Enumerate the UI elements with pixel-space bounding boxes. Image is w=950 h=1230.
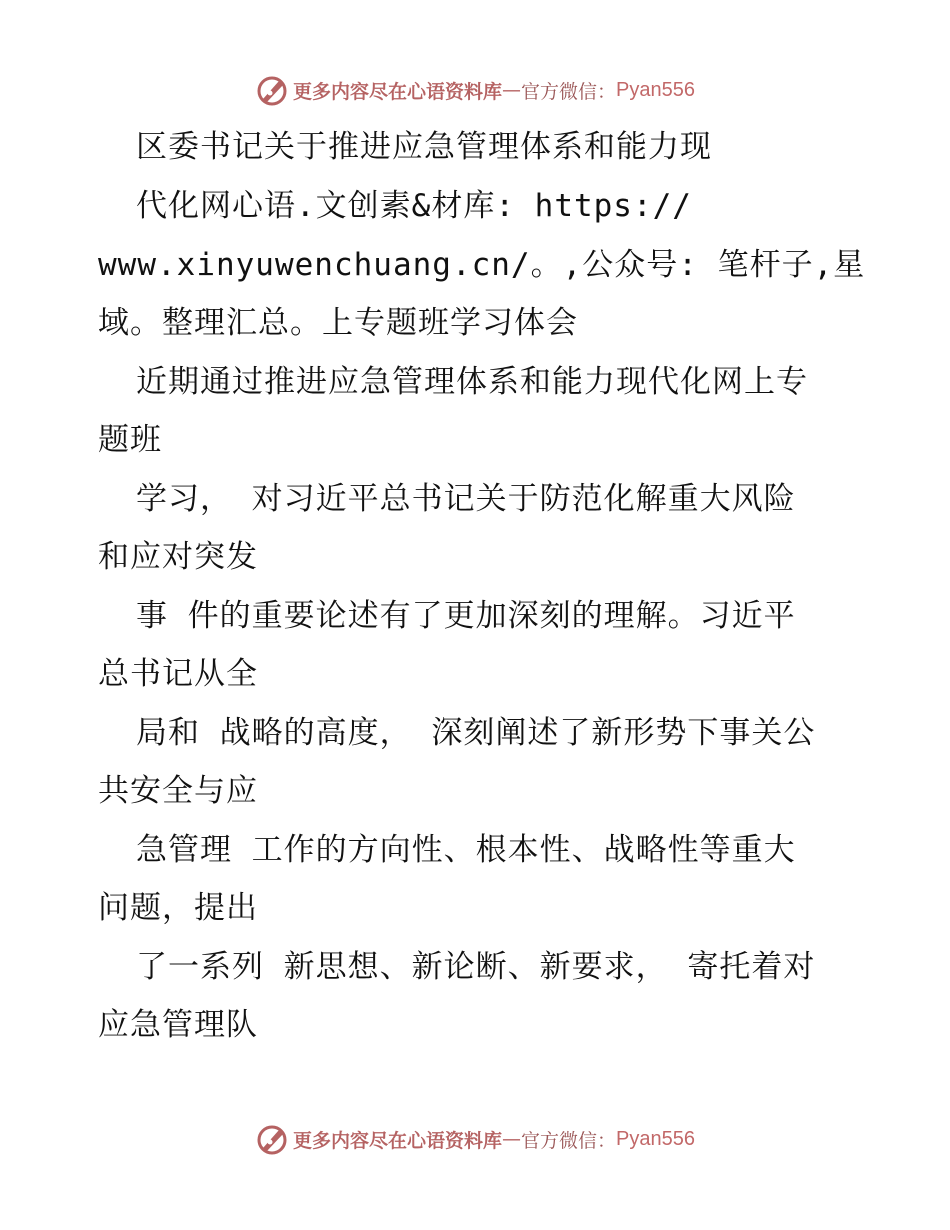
text-line-6: 题班 [98,422,162,458]
banner-wechat-label: 官方微信： [521,1129,617,1152]
banner-wechat-id: Pyan556 [616,78,695,101]
header-banner [0,70,950,110]
text-line-9: 事 件的重要论述有了更加深刻的理解。习近平 [136,598,796,634]
text-line-7: 学习， 对习近平总书记关于防范化解重大风险 [136,481,796,517]
text-line-4: 域。整理汇总。上专题班学习体会 [98,305,578,341]
text-line-16: 应急管理队 [98,1007,258,1043]
text-line-10: 总书记从全 [98,656,258,692]
banner-wechat-label: 官方微信： [521,80,617,103]
text-line-13: 急管理 工作的方向性、根本性、战略性等重大 [136,832,796,868]
footer-banner [0,1119,950,1159]
pen-logo-icon [255,73,289,107]
text-line-3: www.xinyuwenchuang.cn/。,公众号: 笔杆子,星 [98,247,866,283]
text-line-2: 代化网心语.文创素&材库: https:// [136,188,692,224]
banner-dash: — [502,1128,522,1150]
text-line-14: 问题，提出 [98,890,258,926]
text-line-5: 近期通过推进应急管理体系和能力现代化网上专 [136,364,808,400]
banner-dash: — [502,79,522,101]
text-line-12: 共安全与应 [98,773,258,809]
banner-title: 更多内容尽在心语资料库 [293,1129,503,1152]
banner-wechat-id: Pyan556 [616,1127,695,1150]
banner-title: 更多内容尽在心语资料库 [293,80,503,103]
text-line-11: 局和 战略的高度， 深刻阐述了新形势下事关公 [136,715,816,751]
text-line-1: 区委书记关于推进应急管理体系和能力现 [136,129,712,165]
text-line-15: 了一系列 新思想、新论断、新要求， 寄托着对 [136,949,816,985]
text-line-8: 和应对突发 [98,539,258,575]
pen-logo-icon [255,1122,289,1156]
